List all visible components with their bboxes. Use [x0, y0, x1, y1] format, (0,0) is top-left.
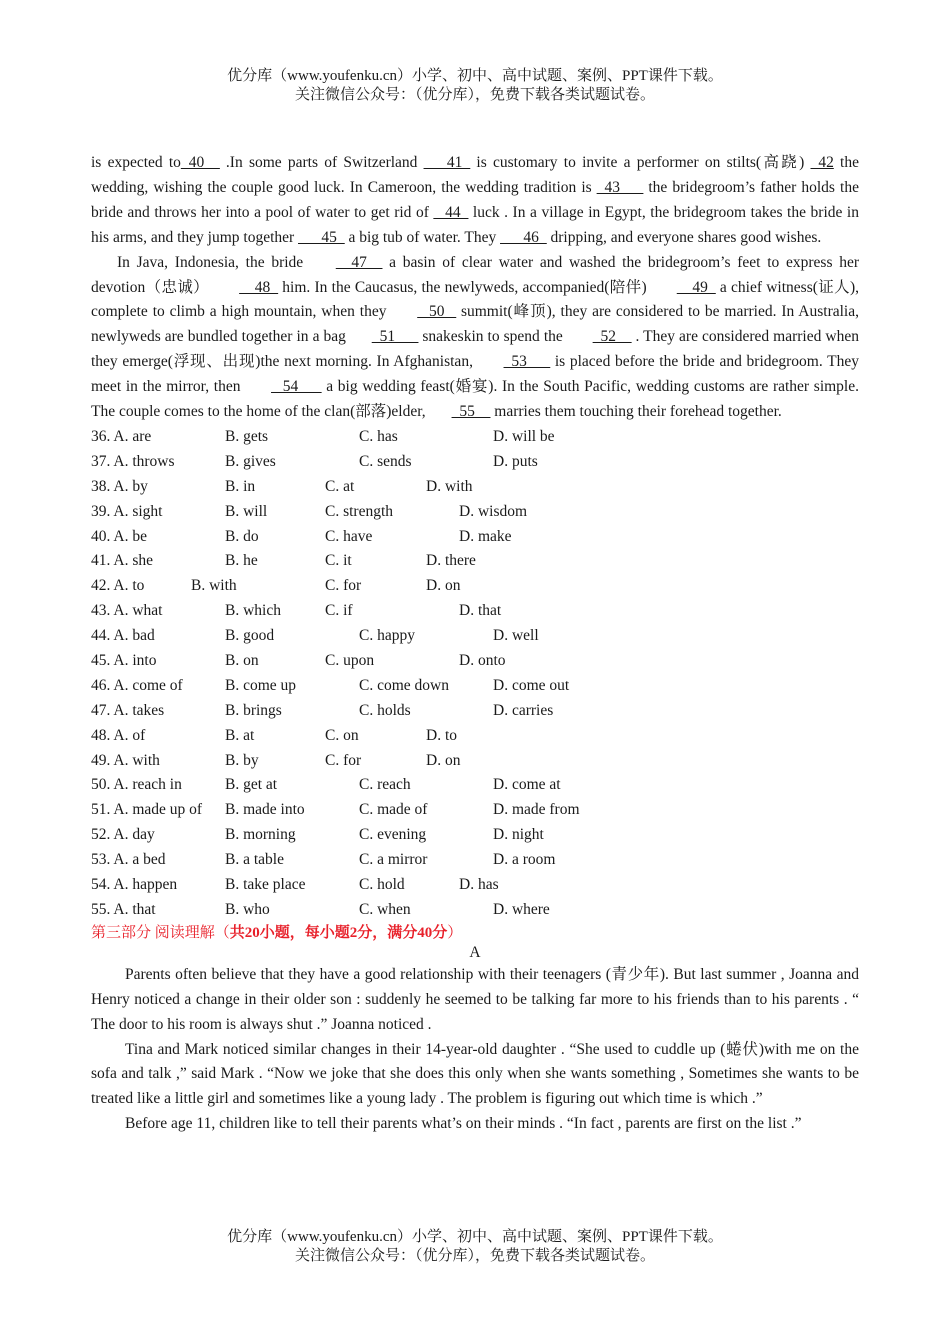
- option-c: C. come down: [359, 676, 449, 694]
- question-row: [91, 848, 859, 873]
- blank-50: _ 50 _: [417, 303, 457, 321]
- option-c: C. has: [359, 427, 398, 445]
- blank-49: __49_: [676, 278, 716, 296]
- option-d: D. has: [459, 876, 499, 893]
- blank-40: _40__: [180, 154, 220, 171]
- blank-54: _ 54___: [271, 378, 322, 396]
- question-number-option-a: 52. A. day: [91, 826, 155, 844]
- question-row: [91, 425, 859, 450]
- option-c: C. when: [359, 900, 411, 918]
- option-d: D. well: [493, 627, 539, 645]
- question-row: [91, 574, 859, 599]
- blank-41: ___41_: [423, 154, 471, 171]
- page-footer: [0, 1228, 950, 1266]
- question-row: [91, 525, 859, 550]
- option-c: C. reach: [359, 776, 411, 794]
- option-d: D. to: [426, 726, 457, 744]
- option-d: D. carries: [493, 701, 554, 719]
- option-b: B. at: [225, 726, 255, 744]
- question-number-option-a: 51. A. made up of: [91, 801, 203, 819]
- option-c: C. hold: [359, 876, 405, 893]
- option-c: C. upon: [325, 651, 375, 669]
- option-b: B. gets: [225, 427, 269, 445]
- question-row: [91, 724, 859, 749]
- blank-43: _43___: [596, 178, 644, 196]
- question-number-option-a: 50. A. reach in: [91, 776, 182, 794]
- option-c: C. on: [325, 726, 359, 744]
- question-row: [91, 699, 859, 724]
- option-b: B. brings: [225, 701, 282, 719]
- option-d: D. come out: [493, 676, 570, 694]
- option-d: D. come at: [493, 776, 561, 794]
- blank-52: _52__: [592, 328, 632, 346]
- option-b: B. a table: [225, 851, 284, 869]
- blank-45: ___45_: [298, 228, 345, 246]
- blank-44: _ 44_: [433, 203, 469, 221]
- option-c: C. made of: [359, 801, 428, 819]
- question-number-option-a: 43. A. what: [91, 602, 163, 620]
- option-d: D. will be: [493, 427, 555, 445]
- question-number-option-a: 47. A. takes: [91, 701, 165, 719]
- blank-53: _53___: [503, 353, 551, 371]
- question-number-option-a: 36. A. are: [91, 427, 152, 445]
- question-row: [91, 798, 859, 823]
- question-list: [91, 425, 859, 923]
- option-d: D. a room: [493, 851, 556, 869]
- question-row: [91, 773, 859, 798]
- option-d: D. onto: [459, 651, 506, 669]
- option-d: D. made from: [493, 801, 580, 819]
- question-number-option-a: 48. A. of: [91, 726, 146, 744]
- footer-line-2: 关注微信公众号：（优分库），免费下载各类试题试卷。: [294, 1248, 655, 1264]
- question-number-option-a: 54. A. happen: [91, 876, 178, 893]
- question-row: [91, 450, 859, 475]
- option-b: B. who: [225, 900, 270, 918]
- blank-42: _42: [810, 154, 834, 171]
- blank-47: __47__: [335, 253, 383, 271]
- section-3-title: 第三部分 阅读理解（共20小题，每小题2分，满分40分）: [91, 924, 463, 941]
- option-b: B. he: [225, 552, 258, 570]
- reading-paragraph-3: Before age 11, children like to tell their parents what’s on their minds . “In fact , parents are first on the list .”: [125, 1115, 802, 1133]
- option-c: C. for: [325, 577, 362, 595]
- option-d: D. with: [426, 477, 473, 495]
- question-number-option-a: 40. A. be: [91, 527, 147, 545]
- option-d: D. night: [493, 826, 544, 844]
- option-d: D. on: [426, 751, 461, 769]
- question-number-option-a: 44. A. bad: [91, 627, 155, 645]
- option-c: C. at: [325, 477, 355, 495]
- option-b: B. come up: [225, 676, 297, 694]
- option-c: C. a mirror: [359, 851, 428, 869]
- option-b: B. take place: [225, 876, 306, 893]
- option-d: D. make: [459, 527, 512, 545]
- option-c: C. for: [325, 751, 362, 769]
- option-b: B. by: [225, 751, 259, 769]
- option-d: D. there: [426, 552, 476, 570]
- document-body: [91, 151, 859, 1137]
- option-d: D. where: [493, 900, 550, 918]
- reading-paragraph-1: Parents often believe that they have a good relationship with their teenagers (青少年). But last summer , Joanna and Henry noticed a change in their older son : suddenly he seemed to be talking far more to his friends than to his parents . “ The door to his room is always shut .” Joanna noticed .: [91, 965, 859, 1033]
- option-b: B. morning: [225, 826, 296, 844]
- option-b: B. with: [191, 577, 237, 595]
- question-number-option-a: 53. A. a bed: [91, 851, 166, 869]
- question-number-option-a: 55. A. that: [91, 900, 156, 918]
- reading-paragraph-2: Tina and Mark noticed similar changes in their 14-year-old daughter . “She used to cuddle up (蜷伏)with me on the sofa and talk ,” said Mark . “Now we joke that she does this only when she wants something , Sometimes she wants to be treated like a little girl and sometimes like a young lady . The problem is figuring out which time is which .”: [91, 1040, 859, 1108]
- question-number-option-a: 38. A. by: [91, 477, 148, 495]
- option-d: D. puts: [493, 452, 538, 470]
- option-b: B. will: [225, 502, 268, 520]
- option-b: B. good: [225, 627, 275, 645]
- option-d: D. wisdom: [459, 502, 528, 520]
- question-row: [91, 475, 859, 500]
- option-c: C. have: [325, 527, 373, 545]
- option-b: B. made into: [225, 801, 305, 819]
- blank-51: _51___: [371, 328, 419, 346]
- option-c: C. if: [325, 602, 353, 620]
- question-row: [91, 674, 859, 699]
- question-row: [91, 599, 859, 624]
- option-b: B. do: [225, 527, 259, 545]
- header-line-1: 优分库（www.youfenku.cn）小学、初中、高中试题、案例、PPT课件下载。: [227, 68, 723, 84]
- option-d: D. on: [426, 577, 461, 595]
- question-row: [91, 649, 859, 674]
- option-b: B. get at: [225, 776, 278, 794]
- cloze-paragraph-1: is expected to_40__ .In some parts of Switzerland ___41_ is customary to invite a performer on stilts(高跷) _42 the wedding, wishing the couple good luck. In Cameroon, the wedding tradition is _43___ the bridegroom’s father holds the bride and throws her into a pool of water to get rid of _ 44_ luck . In a village in Egypt, the bridegroom takes the bride in his arms, and they jump together ___45_ a big tub of water. They ___46_ dripping, and everyone shares good wishes.: [91, 151, 859, 251]
- header-line-2: 关注微信公众号：（优分库），免费下载各类试题试卷。: [294, 87, 655, 103]
- blank-46: ___46_: [500, 228, 547, 246]
- page-header: [0, 67, 950, 105]
- option-c: C. happy: [359, 627, 415, 645]
- footer-line-1: 优分库（www.youfenku.cn）小学、初中、高中试题、案例、PPT课件下载。: [227, 1229, 723, 1245]
- question-row: [91, 549, 859, 574]
- question-number-option-a: 41. A. she: [91, 552, 153, 570]
- option-c: C. strength: [325, 502, 394, 520]
- option-b: B. gives: [225, 452, 276, 470]
- question-row: [91, 624, 859, 649]
- cloze-paragraph-2: In Java, Indonesia, the bride __47__ a basin of clear water and washed the bridegroom’s feet to express her devotion（忠诚） __48_ him. In the Caucasus, the newlyweds, accompanied(陪伴) __49_ a chief witness(证人), complete to climb a high mountain, when they _ 50 _ summit(峰顶), they are considered to be married. In Australia, newlyweds are bundled together in a bag _51___ snakeskin to spend the _52__ . They are considered married when they emerge(浮现、出现)the next morning. In Afghanistan, _53___ is placed before the bride and bridegroom. They meet in the mirror, then _ 54___ a big wedding feast(婚宴). In the South Pacific, wedding customs are rather simple. The couple comes to the home of the clan(部落)elder, _55__ marries them touching their forehead together.: [91, 251, 859, 425]
- blank-48: __48_: [239, 278, 279, 296]
- option-d: D. that: [459, 602, 502, 620]
- question-number-option-a: 39. A. sight: [91, 502, 163, 520]
- option-c: C. it: [325, 552, 352, 570]
- question-row: [91, 823, 859, 848]
- question-number-option-a: 37. A. throws: [91, 452, 175, 470]
- option-b: B. which: [225, 602, 281, 620]
- question-number-option-a: 49. A. with: [91, 751, 160, 769]
- passage-label: A: [469, 943, 481, 961]
- blank-55: _55__: [451, 403, 491, 421]
- question-number-option-a: 46. A. come of: [91, 676, 183, 694]
- option-b: B. in: [225, 477, 256, 495]
- question-number-option-a: 45. A. into: [91, 651, 157, 669]
- option-c: C. sends: [359, 452, 412, 470]
- question-number-option-a: 42. A. to: [91, 577, 145, 595]
- question-row: [91, 873, 859, 898]
- question-row: [91, 898, 859, 923]
- option-b: B. on: [225, 651, 259, 669]
- option-c: C. holds: [359, 701, 411, 719]
- option-c: C. evening: [359, 826, 427, 844]
- question-row: [91, 500, 859, 525]
- question-row: [91, 749, 859, 774]
